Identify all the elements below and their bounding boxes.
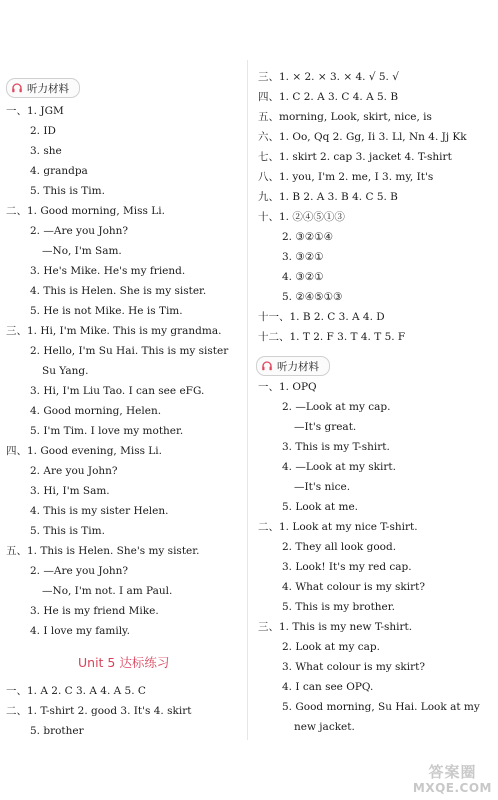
- line: Su Yang.: [42, 365, 89, 377]
- line: new jacket.: [294, 721, 355, 733]
- line: 4. This is Helen. She is my sister.: [30, 285, 207, 297]
- watermark: [413, 764, 492, 796]
- answer-line: 5. ②④⑤①③: [282, 291, 343, 303]
- line: 5. This is my brother.: [282, 601, 395, 613]
- line: 4. grandpa: [30, 165, 88, 177]
- answer-line: 2. ③②①④: [282, 231, 334, 243]
- line: 4. I love my family.: [30, 625, 130, 637]
- line: 2. —Are you John?: [30, 565, 129, 577]
- answer-line: 七、1. skirt 2. cap 3. jacket 4. T-shirt: [258, 151, 452, 163]
- line: 5. This is Tim.: [30, 525, 105, 537]
- answer-line: 四、1. C 2. A 3. C 4. A 5. B: [258, 91, 399, 103]
- listening-material-badge: [256, 356, 330, 376]
- answer-line: 六、1. Oo, Qq 2. Gg, Ii 3. Ll, Nn 4. Jj Kk: [258, 131, 467, 143]
- badge-label: 听力材料: [27, 82, 69, 95]
- line: 4. —Look at my skirt.: [282, 461, 396, 473]
- listening-material-badge: [6, 78, 80, 98]
- headphone-icon: [261, 360, 273, 372]
- headphone-icon: [11, 82, 23, 94]
- answer-line: 4. ③②①: [282, 271, 324, 283]
- line: 2. They all look good.: [282, 541, 397, 553]
- answer-line: 三、1. × 2. × 3. × 4. √ 5. √: [258, 71, 399, 83]
- line: 2. ID: [30, 125, 56, 137]
- badge-label: 听力材料: [277, 360, 319, 373]
- line: 二、1. Good morning, Miss Li.: [6, 205, 165, 217]
- line: 3. Hi, I'm Liu Tao. I can see eFG.: [30, 385, 205, 397]
- line: —It's great.: [294, 421, 357, 433]
- line: 3. Look! It's my red cap.: [282, 561, 412, 573]
- line: 三、1. This is my new T-shirt.: [258, 621, 413, 633]
- answer-line: 二、1. T-shirt 2. good 3. It's 4. skirt: [6, 705, 192, 717]
- line: 3. she: [30, 145, 62, 157]
- answer-line: 十二、1. T 2. F 3. T 4. T 5. F: [258, 331, 406, 343]
- answer-line: 5. brother: [30, 725, 84, 737]
- answer-line: 九、1. B 2. A 3. B 4. C 5. B: [258, 191, 398, 203]
- line: 一、1. JGM: [6, 105, 64, 117]
- answer-line: 五、morning, Look, skirt, nice, is: [258, 111, 432, 123]
- line: 2. Hello, I'm Su Hai. This is my sister: [30, 345, 229, 357]
- line: 五、1. This is Helen. She's my sister.: [6, 545, 200, 557]
- line: —No, I'm not. I am Paul.: [42, 585, 173, 597]
- answer-line: 3. ③②①: [282, 251, 324, 263]
- line: 3. He's Mike. He's my friend.: [30, 265, 186, 277]
- column-divider: [247, 60, 248, 740]
- line: 5. This is Tim.: [30, 185, 105, 197]
- line: —No, I'm Sam.: [42, 245, 122, 257]
- line: 2. —Are you John?: [30, 225, 129, 237]
- line: 3. This is my T-shirt.: [282, 441, 390, 453]
- line: 2. Are you John?: [30, 465, 118, 477]
- line: 5. Good morning, Su Hai. Look at my: [282, 701, 480, 713]
- line: 5. Look at me.: [282, 501, 358, 513]
- answer-line: 十一、1. B 2. C 3. A 4. D: [258, 311, 385, 323]
- answer-line: 八、1. you, I'm 2. me, I 3. my, It's: [258, 171, 434, 183]
- line: 三、1. Hi, I'm Mike. This is my grandma.: [6, 325, 222, 337]
- line: 二、1. Look at my nice T-shirt.: [258, 521, 418, 533]
- unit-title: Unit 5 达标练习: [78, 655, 170, 670]
- watermark-logo-text: 答案圈: [428, 763, 477, 781]
- line: 3. He is my friend Mike.: [30, 605, 159, 617]
- answer-line: 一、1. A 2. C 3. A 4. A 5. C: [6, 685, 146, 697]
- line: 2. —Look at my cap.: [282, 401, 391, 413]
- line: 4. This is my sister Helen.: [30, 505, 169, 517]
- line: 4. Good morning, Helen.: [30, 405, 162, 417]
- line: —It's nice.: [294, 481, 351, 493]
- line: 一、1. OPQ: [258, 381, 317, 393]
- line: 四、1. Good evening, Miss Li.: [6, 445, 162, 457]
- line: 3. What colour is my skirt?: [282, 661, 426, 673]
- watermark-url: MXQE.COM: [412, 781, 492, 795]
- line: 2. Look at my cap.: [282, 641, 380, 653]
- line: 3. Hi, I'm Sam.: [30, 485, 110, 497]
- answer-line: 十、1. ②④⑤①③: [258, 211, 345, 223]
- line: 4. What colour is my skirt?: [282, 581, 426, 593]
- line: 5. He is not Mike. He is Tim.: [30, 305, 183, 317]
- line: 4. I can see OPQ.: [282, 681, 374, 693]
- line: 5. I'm Tim. I love my mother.: [30, 425, 184, 437]
